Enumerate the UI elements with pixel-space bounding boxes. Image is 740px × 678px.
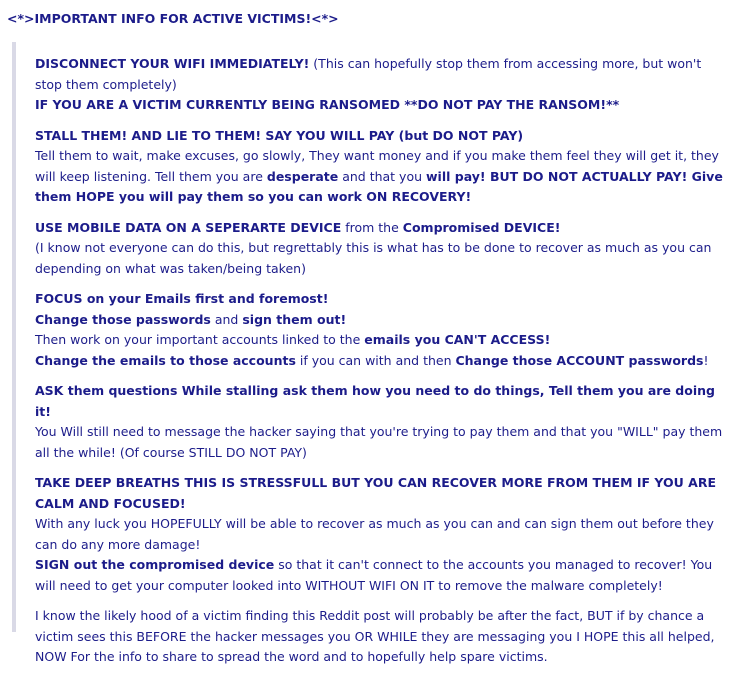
- bold-text: Change the emails to those accounts: [35, 352, 296, 368]
- bold-text: USE MOBILE DATA ON A SEPERARTE DEVICE: [35, 219, 342, 235]
- body-text: Then work on your important accounts linked to the: [35, 332, 365, 347]
- body-text: so that it can't connect to the accounts you managed to recover! You will need to get your computer looked into WITHOUT WIFI ON IT to remove the malware completely!: [35, 557, 713, 593]
- body-text: and: [210, 311, 243, 327]
- bold-text: Compromised DEVICE!: [402, 219, 561, 235]
- body-text: I know the likely hood of a victim finding this Reddit post will probably be after the fact, BUT if by chance a victim sees this BEFORE the hacker messages you OR WHILE they are messaging you I HOPE this all helped, NOW For the info to share to spread the word and to hopefully help spare victims.: [35, 608, 715, 664]
- body-text: (This can hopefully stop them from accessing more, but won't stop them completely): [35, 56, 702, 92]
- body-text: (I know not everyone can do this, but regrettably this is what has to be done to recover as much as you can depending on what was taken/being taken): [35, 240, 712, 276]
- bold-text: STALL THEM! AND LIE TO THEM! SAY YOU WILL PAY (but DO NOT PAY): [35, 127, 524, 143]
- body-text: You Will still need to message the hacker saying that you're trying to pay them and that you "WILL" pay them all the while! (Of course STILL DO NOT PAY): [35, 424, 723, 460]
- body-text: !: [703, 352, 709, 368]
- bold-text: Change those passwords: [35, 311, 211, 327]
- bold-text: DISCONNECT YOUR WIFI IMMEDIATELY!: [35, 56, 310, 71]
- bold-text: IF YOU ARE A VICTIM CURRENTLY BEING RANSOMED **DO NOT PAY THE RANSOM!**: [35, 97, 620, 112]
- bold-text: FOCUS on your Emails first and foremost!: [35, 291, 329, 306]
- paragraph-mobile-data: [35, 218, 725, 280]
- bold-text: ASK them questions While stalling ask them how you need to do things, Tell them you are doing it!: [35, 383, 715, 419]
- blockquote-bar: [12, 42, 16, 632]
- bold-text: will pay! BUT DO NOT ACTUALLY PAY! Give them HOPE you will pay them so you can work ON RECOVERY!: [35, 168, 723, 204]
- bold-text: Change those ACCOUNT passwords: [455, 352, 704, 368]
- bold-text: TAKE DEEP BREATHS THIS IS STRESSFULL BUT YOU CAN RECOVER MORE FROM THEM IF YOU ARE CALM AND FOCUSED!: [35, 475, 716, 511]
- bold-text: desperate: [266, 168, 339, 184]
- blockquote: [35, 54, 725, 678]
- bold-text: sign them out!: [242, 311, 347, 327]
- paragraph-focus-emails: [35, 289, 725, 371]
- bold-text: emails you CAN'T ACCESS!: [364, 332, 551, 347]
- body-text: from the: [341, 219, 403, 235]
- paragraph-closing: [35, 606, 725, 668]
- paragraph-disconnect-wifi: [35, 54, 725, 116]
- body-text: if you can with and then: [295, 352, 456, 368]
- post-heading: <*>IMPORTANT INFO FOR ACTIVE VICTIMS!<*>: [7, 11, 339, 26]
- body-text: Tell them to wait, make excuses, go slowly, They want money and if you make them feel they will get it, they will keep listening. Tell them you are: [35, 148, 719, 184]
- body-text: With any luck you HOPEFULLY will be able to recover as much as you can and can sign them out before they can do any more damage!: [35, 516, 714, 552]
- bold-text: SIGN out the compromised device: [35, 557, 275, 572]
- paragraph-stall-them: [35, 126, 725, 208]
- paragraph-deep-breaths: [35, 473, 725, 596]
- body-text: and that you: [338, 168, 426, 184]
- paragraph-ask-questions: [35, 381, 725, 463]
